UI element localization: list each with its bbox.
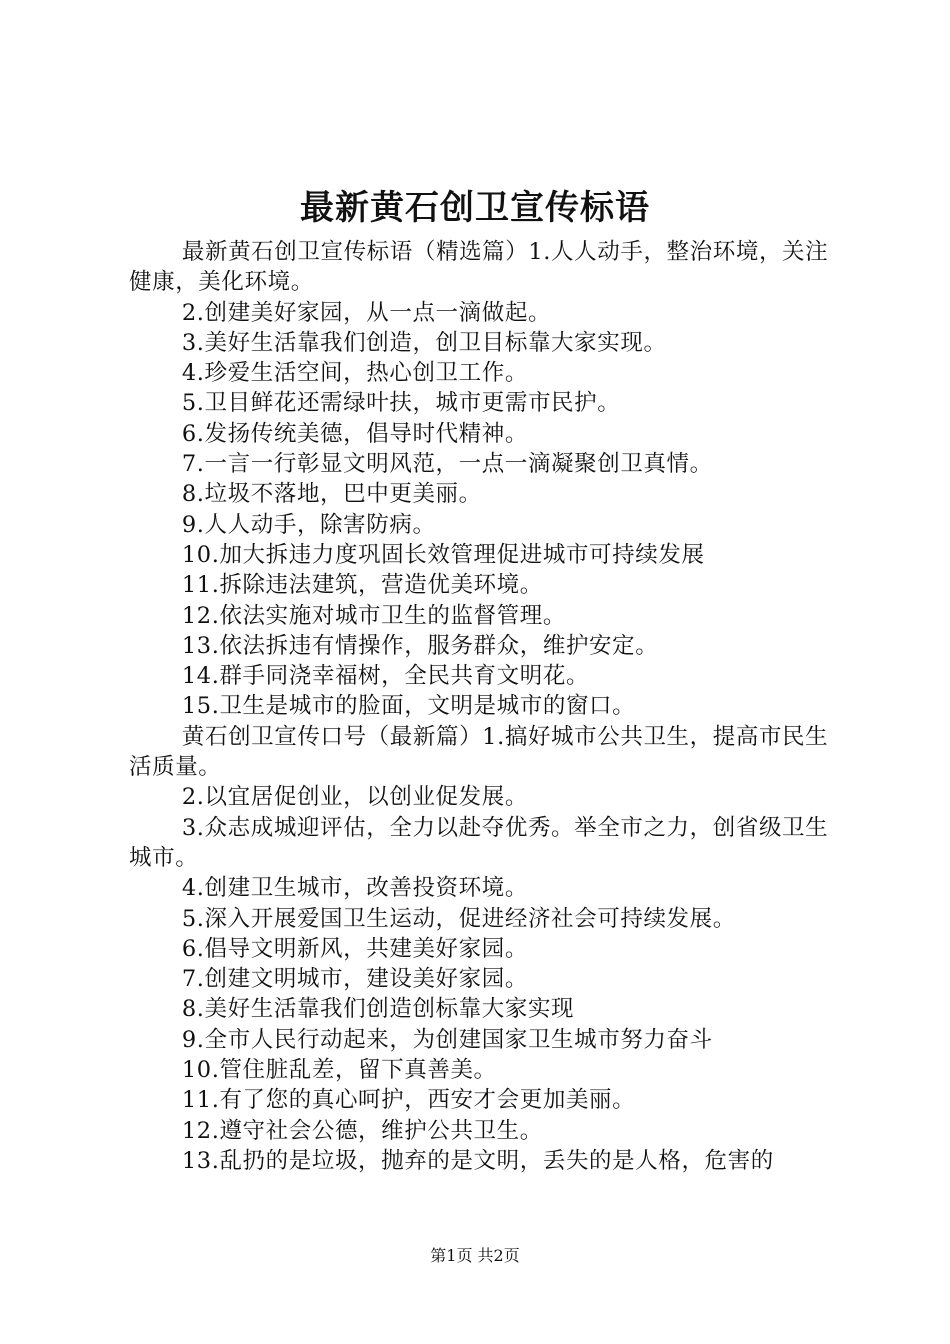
paragraph: 最新黄石创卫宣传标语（精选篇）1.人人动手，整治环境，关注健康，美化环境。 [129, 239, 829, 296]
paragraph: 3.众志成城迎评估，全力以赴夺优秀。举全市之力，创省级卫生城市。 [129, 814, 829, 871]
paragraph: 4.珍爱生活空间，热心创卫工作。 [181, 360, 528, 387]
paragraph: 5.卫目鲜花还需绿叶扶，城市更需市民护。 [181, 390, 621, 417]
paragraph: 8.美好生活靠我们创造创标靠大家实现 [181, 996, 575, 1023]
paragraph: 12.依法实施对城市卫生的监督管理。 [181, 602, 566, 629]
paragraph: 2.以宜居促创业，以创业促发展。 [181, 784, 528, 811]
paragraph: 14.群手同浇幸福树，全民共育文明花。 [181, 663, 590, 690]
paragraph: 7.一言一行彰显文明风范，一点一滴凝聚创卫真情。 [181, 451, 713, 478]
page-footer: 第1页 共2页 [430, 1246, 520, 1265]
paragraph: 9.全市人民行动起来，为创建国家卫生城市努力奋斗 [181, 1026, 713, 1053]
paragraph: 11.有了您的真心呵护，西安才会更加美丽。 [181, 1087, 636, 1114]
paragraph: 5.深入开展爱国卫生运动，促进经济社会可持续发展。 [181, 905, 736, 932]
paragraph: 6.发扬传统美德，倡导时代精神。 [181, 420, 528, 447]
paragraph: 10.加大拆违力度巩固长效管理促进城市可持续发展 [181, 541, 705, 568]
paragraph: 3.美好生活靠我们创造，创卫目标靠大家实现。 [181, 329, 667, 356]
paragraph: 8.垃圾不落地，巴中更美丽。 [181, 481, 482, 508]
paragraph: 10.管住脏乱差，留下真善美。 [181, 1057, 497, 1084]
paragraph: 2.创建美好家园，从一点一滴做起。 [181, 299, 552, 326]
paragraph: 13.乱扔的是垃圾，抛弃的是文明，丢失的是人格，危害的 [181, 1147, 774, 1174]
paragraph: 黄石创卫宣传口号（最新篇）1.搞好城市公共卫生，提高市民生活质量。 [129, 723, 829, 781]
paragraph: 11.拆除违法建筑，营造优美环境。 [181, 572, 543, 599]
page-title: 最新黄石创卫宣传标语 [300, 188, 650, 228]
paragraph: 4.创建卫生城市，改善投资环境。 [181, 875, 528, 902]
paragraph: 7.创建文明城市，建设美好家园。 [181, 966, 528, 993]
paragraph: 9.人人动手，除害防病。 [181, 511, 436, 538]
paragraph: 15.卫生是城市的脸面，文明是城市的窗口。 [181, 693, 636, 720]
paragraph: 6.倡导文明新风，共建美好家园。 [181, 935, 528, 962]
document-body [129, 237, 841, 1176]
paragraph: 12.遵守社会公德，维护公共卫生。 [181, 1117, 543, 1144]
paragraph: 13.依法拆违有情操作，服务群众，维护安定。 [181, 632, 659, 659]
